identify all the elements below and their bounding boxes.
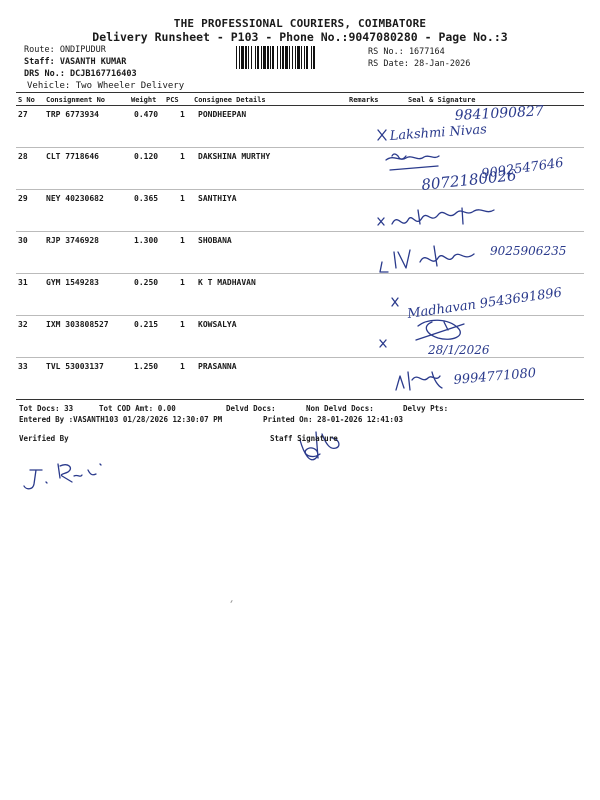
col-header-seal-signature: Seal & Signature (408, 96, 476, 104)
vehicle-label: Vehicle: Two Wheeler Delivery (27, 81, 185, 91)
col-header-consignment: Consignment No (46, 96, 106, 104)
printed-on: Printed On: 28-01-2026 12:41:03 (263, 415, 403, 424)
verified-by-signature (24, 464, 101, 489)
cell-pcs: 1 (180, 320, 185, 329)
cell-pcs: 1 (180, 152, 185, 161)
r32-date: 28/1/2026 (428, 343, 490, 357)
r28-signature (386, 156, 439, 170)
cell-consignment: NEY 40230682 (46, 194, 104, 203)
cell-consignee: SHOBANA (198, 236, 232, 245)
cell-pcs: 1 (180, 278, 185, 287)
cell-sno: 31 (18, 278, 28, 287)
cell-weight: 0.365 (134, 194, 159, 203)
cell-weight: 0.470 (134, 110, 159, 119)
delivered-docs: Delvd Docs: (226, 404, 276, 413)
runsheet-subtitle: Delivery Runsheet - P103 - Phone No.:9047080280 - Page No.:3 (92, 30, 508, 44)
cell-weight: 1.250 (134, 362, 159, 371)
staff-signature-label: Staff Signature (270, 434, 338, 443)
r33-signature (396, 372, 442, 390)
r30-initials (380, 250, 410, 272)
r32-cross-mark (380, 340, 386, 347)
staff-label: Staff: VASANTH KUMAR (24, 57, 127, 67)
total-cod-amount: Tot COD Amt: 0.00 (99, 404, 176, 413)
cell-consignment: CLT 7718646 (46, 152, 99, 161)
cell-sno: 33 (18, 362, 28, 371)
delivery-points: Delvy Pts: (403, 404, 449, 413)
cell-consignee: KOWSALYA (198, 320, 237, 329)
r30-signature (420, 246, 474, 266)
route-label: Route: ONDIPUDUR (24, 45, 106, 55)
non-delivered-docs: Non Delvd Docs: (306, 404, 374, 413)
cell-weight: 0.250 (134, 278, 159, 287)
rs-date: RS Date: 28-Jan-2026 (368, 59, 471, 69)
cell-consignee: K T MADHAVAN (198, 278, 256, 287)
cell-consignment: IXM 303808527 (46, 320, 109, 329)
cell-consignee: SANTHIYA (198, 194, 237, 203)
cell-sno: 30 (18, 236, 28, 245)
cell-weight: 0.120 (134, 152, 159, 161)
col-header-weight: Weight (131, 96, 157, 104)
col-header-remarks: Remarks (349, 96, 379, 104)
cell-pcs: 1 (180, 110, 185, 119)
entered-by: Entered By :VASANTH103 01/28/2026 12:30:07 PM (19, 415, 223, 424)
r28-phone2: 9092547646 (480, 155, 565, 182)
cell-consignment: TRP 6773934 (46, 110, 99, 119)
col-header-pcs: PCS (166, 96, 179, 104)
r31-cross-mark (392, 298, 398, 306)
r29-signature (392, 208, 494, 224)
cell-weight: 0.215 (134, 320, 159, 329)
cell-consignment: GYM 1549283 (46, 278, 99, 287)
cell-pcs: 1 (180, 194, 185, 203)
r29-cross-mark (378, 218, 384, 225)
cell-consignee: PRASANNA (198, 362, 237, 371)
r31-text: Madhavan 9543691896 (406, 285, 563, 322)
drs-number: DRS No.: DCJB16771640З (24, 69, 137, 79)
r33-phone: 9994771080 (453, 365, 537, 388)
r28-phone1: 8072180026 (420, 166, 518, 194)
r27-cross-mark (378, 130, 386, 140)
cell-sno: 32 (18, 320, 28, 329)
r27-name: Lakshmi Nivas (389, 122, 488, 144)
cell-pcs: 1 (180, 236, 185, 245)
cell-sno: 27 (18, 110, 28, 119)
r32-signature (416, 320, 464, 340)
r27-phone: 9841090827 (454, 103, 545, 124)
cell-sno: 28 (18, 152, 28, 161)
col-header-sno: S No (18, 96, 35, 104)
cell-pcs: 1 (180, 362, 185, 371)
total-docs: Tot Docs: 33 (19, 404, 74, 413)
r30-phone: 9025906235 (490, 244, 567, 258)
cell-consignee: PONDHEEPAN (198, 110, 247, 119)
cell-consignee: DAKSHINA MURTHY (198, 152, 271, 161)
cell-consignment: TVL 53003137 (46, 362, 104, 371)
company-title: THE PROFESSIONAL COURIERS, COIMBATORE (173, 17, 427, 30)
rs-number: RS No.: 1677164 (368, 47, 445, 57)
col-header-consignee: Consignee Details (194, 96, 266, 104)
cell-sno: 29 (18, 194, 28, 203)
cell-weight: 1.300 (134, 236, 159, 245)
cell-consignment: RJP 3746928 (46, 236, 99, 245)
verified-by-label: Verified By (19, 434, 69, 443)
